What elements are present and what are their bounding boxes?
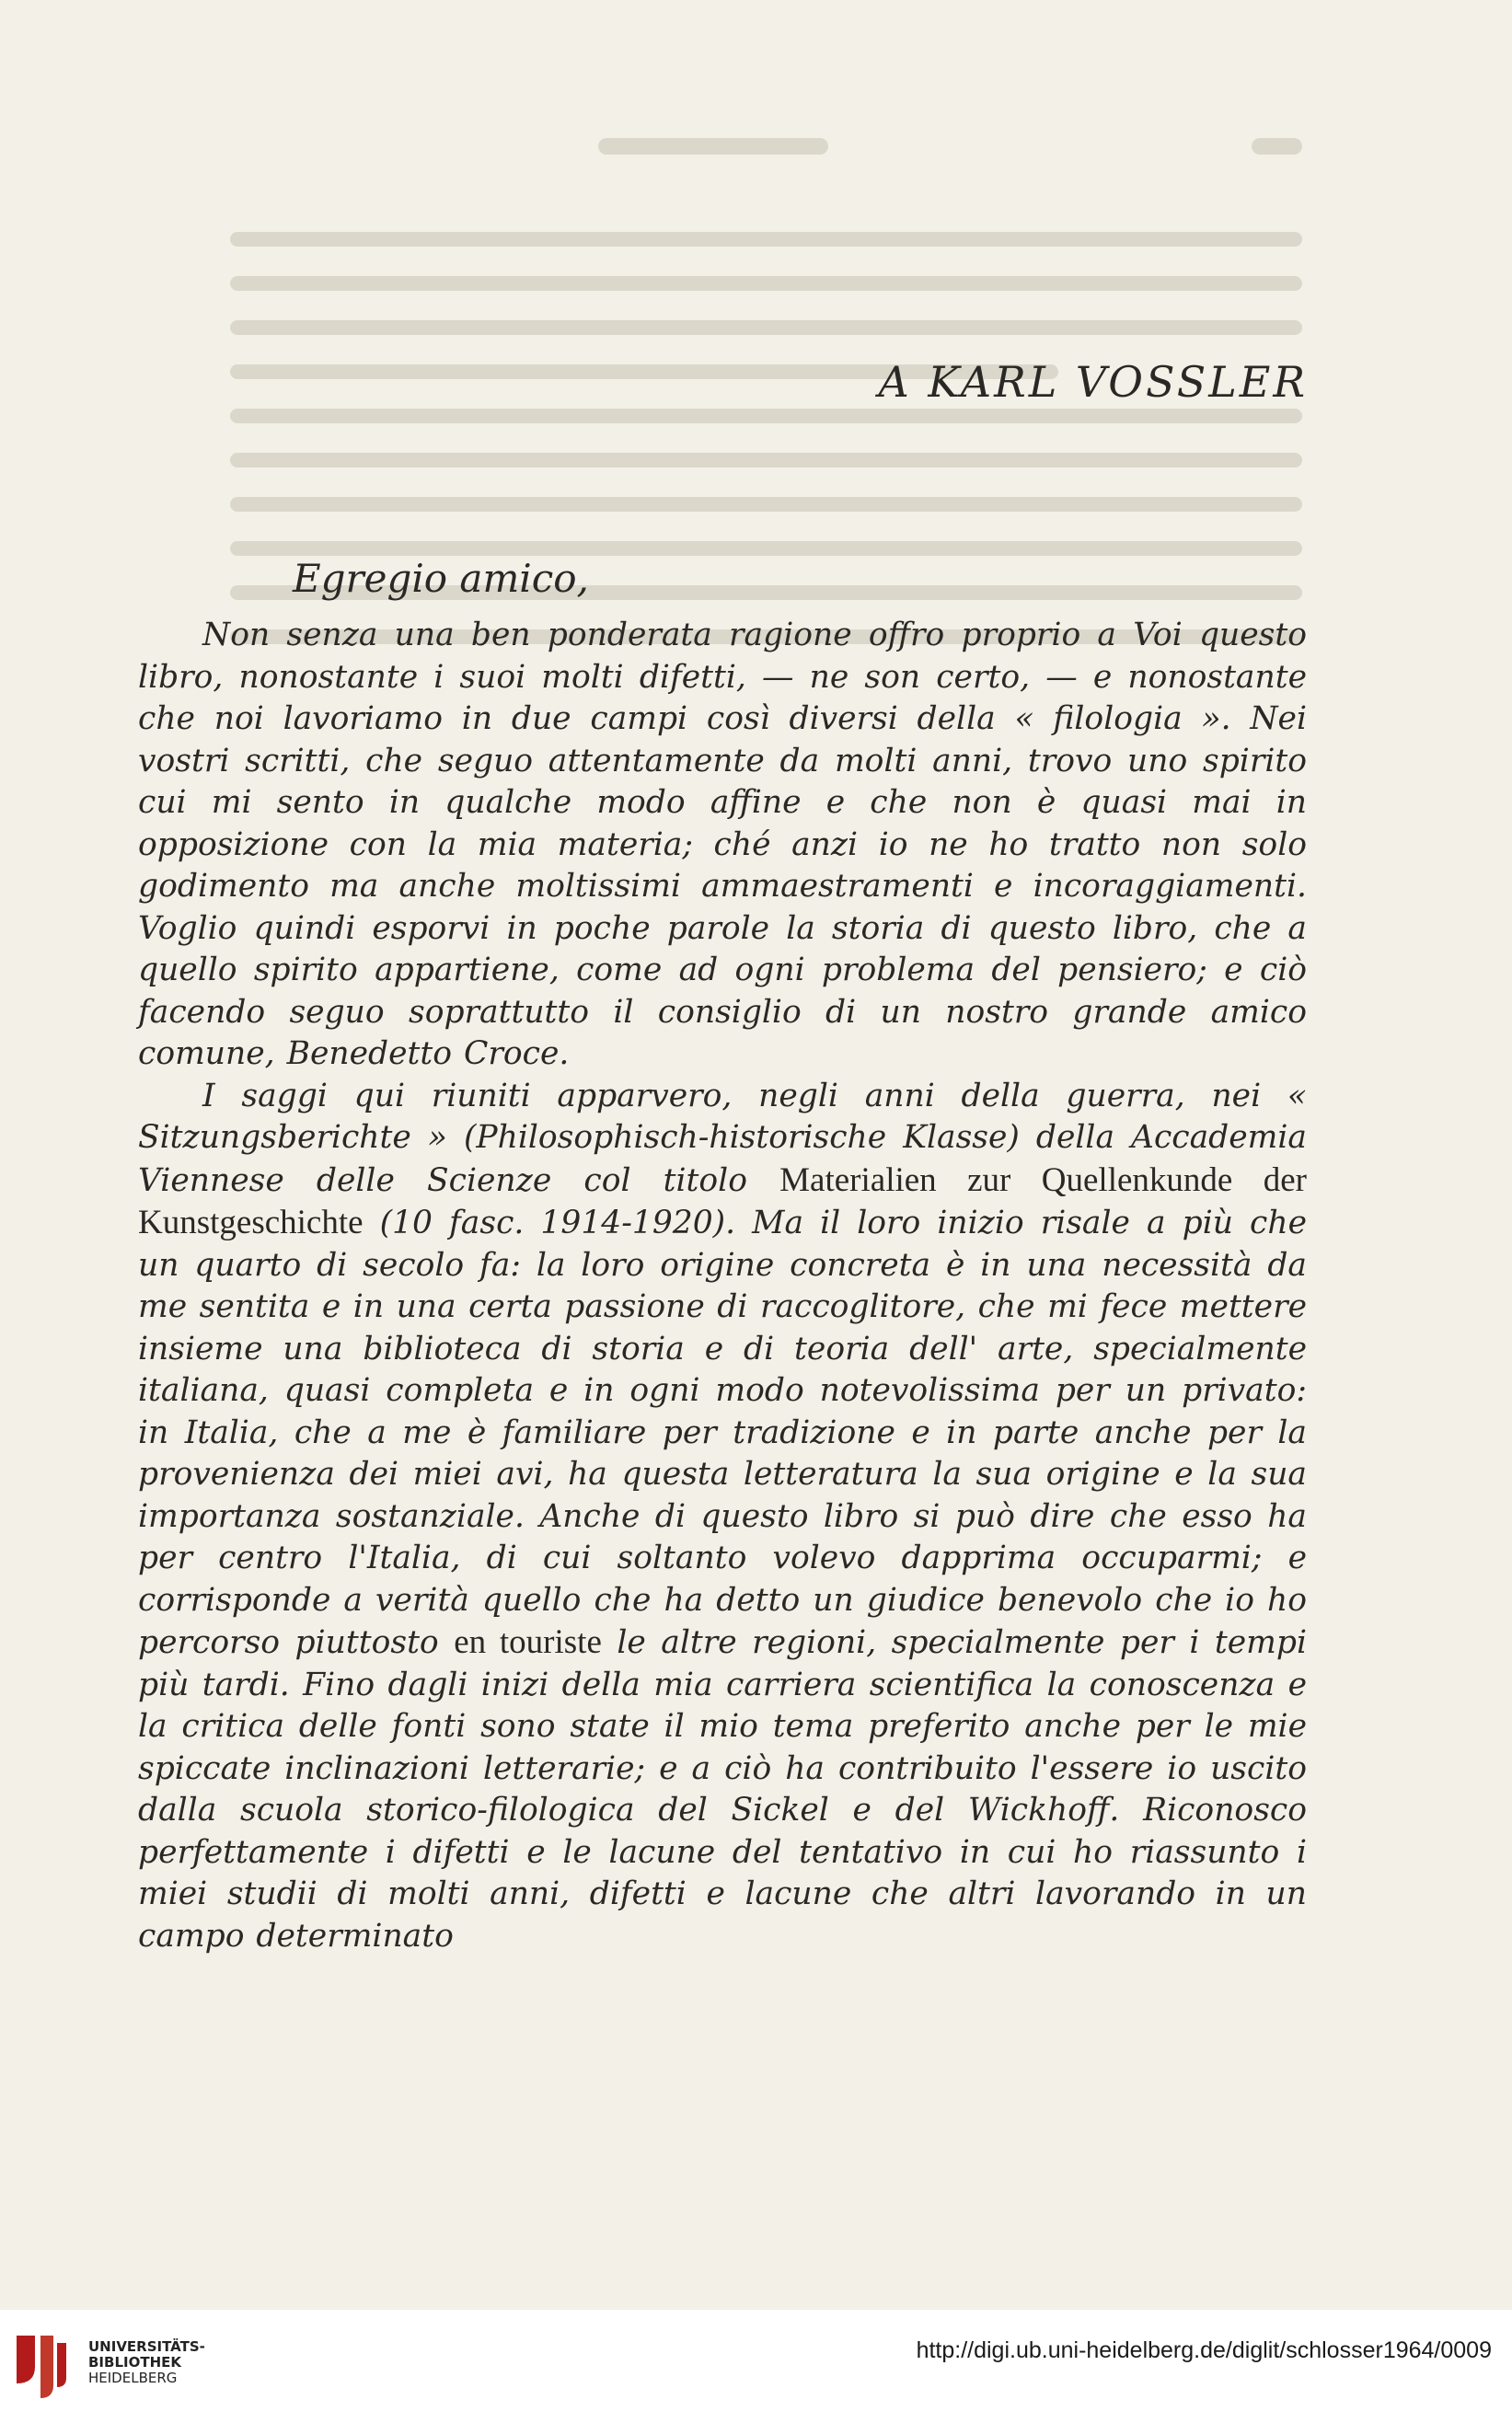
dedication-heading: A KARL VOSSLER — [878, 357, 1308, 407]
paragraph-2-part-3: le altre regioni, specialmente per i tempi più tardi. Fino dagli inizi della mia carriera scientifica la conoscenza e la critica delle fonti sono state il mio tema preferito anche per le mie spiccate inclinazioni letterarie; e a ciò ha contribuito l'essere io uscito dalla scuola storico-filologica del Sickel e del Wickhoff. Riconosco perfettamente i difetti e le lacune del tentativo in cui ho riassunto i miei studii di molti anni, difetti e lacune che altri lavorando in un campo determinato — [138, 1624, 1308, 1955]
show-through-header-mark — [598, 138, 828, 155]
show-through-line — [230, 541, 1302, 556]
show-through-line — [230, 497, 1302, 512]
footer-bar — [0, 2310, 1512, 2423]
logo-line-1: UNIVERSITÄTS- — [88, 2338, 205, 2355]
show-through-line — [230, 409, 1302, 423]
show-through-line — [230, 453, 1302, 467]
show-through-page-number-mark — [1252, 138, 1302, 155]
show-through-line — [230, 232, 1302, 247]
university-library-logo-icon — [13, 2330, 70, 2402]
paragraph-2 — [138, 1076, 1307, 1958]
library-logo-text — [88, 2339, 205, 2386]
show-through-line — [230, 276, 1302, 291]
paragraph-2-part-1: I saggi qui riuniti apparvero, negli anni della guerra, nei « Sitzungsberichte » (Philosophisch-historische Klasse) della Accademia Viennese delle Scienze col titolo — [138, 1077, 1307, 1199]
logo-line-2: BIBLIOTHEK — [88, 2354, 181, 2371]
logo-line-3: HEIDELBERG — [88, 2370, 178, 2386]
series-title: Materialien zur Quellenkunde der Kunstgeschichte — [138, 1160, 1308, 1241]
paragraph-2-part-2: (10 fasc. 1914-1920). Ma il loro inizio risale a più che un quarto di secolo fa: la loro origine concreta è in una necessità da me sentita e in una certa passione di raccoglitore, che mi fece mettere insieme una biblioteca di storia e di teoria dell' arte, specialmente italiana, quasi completa e in ogni modo notevolissima per un privato: in Italia, che a me è familiare per tradizione e in parte anche per la provenienza dei miei avi, ha questa letteratura la sua origine e la sua importanza sostanziale. Anche di questo libro si può dire che esso ha per centro l'Italia, di cui soltanto volevo dapprima occuparmi; e corrisponde a verità quello che ha detto un giudice benevolo che io ho percorso piuttosto — [138, 1205, 1307, 1661]
touriste-phrase: en touriste — [454, 1623, 602, 1661]
salutation: Egregio amico, — [293, 556, 589, 601]
letter-body — [138, 615, 1307, 1957]
source-url-link[interactable]: http://digi.ub.uni-heidelberg.de/diglit/schlosser1964/0009 — [916, 2337, 1492, 2363]
paragraph-1: Non senza una ben ponderata ragione offro proprio a Voi questo libro, nonostante i suoi molti difetti, — ne son certo, — e nonostante che noi lavoriamo in due campi così diversi della « filologia ». Nei vostri scritti, che seguo attentamente da molti anni, trovo uno spirito cui mi sento in qualche modo affine e che non è quasi mai in opposizione con la mia materia; ché anzi io ne ho tratto non solo godimento ma anche moltissimi ammaestramenti e incoraggiamenti. Voglio quindi esporvi in poche parole la storia di questo libro, che a quello spirito appartiene, come ad ogni problema del pensiero; e ciò facendo seguo soprattutto il consiglio di un nostro grande amico comune, Benedetto Croce. — [138, 617, 1307, 1072]
show-through-line — [230, 320, 1302, 335]
